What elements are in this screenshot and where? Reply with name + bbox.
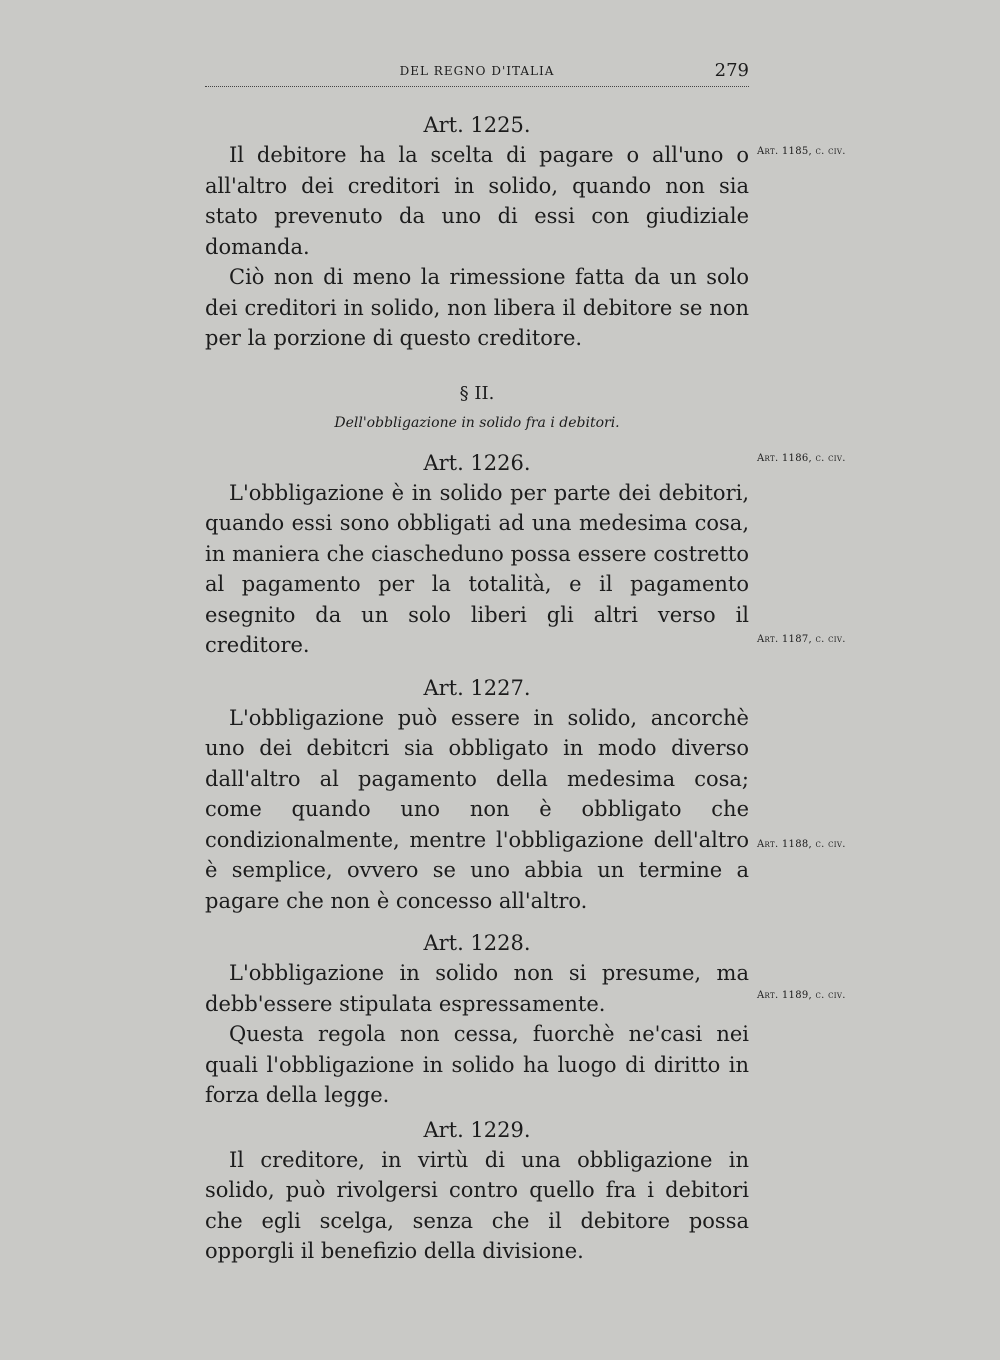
page-header <box>205 62 749 87</box>
margin-note-1229: Art. 1189, c. civ. <box>757 990 846 1001</box>
body-text <box>205 110 749 1267</box>
article-heading: Art. 1227. <box>423 675 531 700</box>
paragraph: Ciò non di meno la rimessione fatta da un solo dei creditori in solido, non libera il debitore se non per la porzione di questo creditore. <box>205 265 749 350</box>
section-title: Dell'obbligazione in solido fra i debitori. <box>334 414 620 431</box>
paragraph: Questa regola non cessa, fuorchè ne'casi nei quali l'obbligazione in solido ha luogo di diritto in forza della legge. <box>205 1022 749 1107</box>
paragraph: L'obbligazione è in solido per parte dei debitori, quando essi sono obbligati ad una medesima cosa, in maniera che ciascheduno possa essere costretto al pagamento per la totalità, e il pagamento esegnito da un solo liberi gli altri verso il creditore. <box>205 480 749 657</box>
paragraph: Il creditore, in virtù di una obbligazione in solido, può rivolgersi contro quello fra i debitori che egli scelga, senza che il debitore possa opporgli il benefizio della divisione. <box>205 1147 749 1263</box>
running-head: DEL REGNO D'ITALIA <box>399 64 555 78</box>
article-heading: Art. 1225. <box>423 113 531 137</box>
paragraph: L'obbligazione in solido non si presume, ma debb'essere stipulata espressamente. <box>205 961 749 1016</box>
paragraph: Il debitore ha la scelta di pagare o all'uno o all'altro dei creditori in solido, quando non sia stato prevenuto da uno di essi con giudiziale domanda. <box>205 143 749 259</box>
page-number: 279 <box>714 60 749 81</box>
margin-note-1227: Art. 1187, c. civ. <box>757 634 846 645</box>
article-heading: Art. 1226. <box>423 450 531 475</box>
margin-note-1228: Art. 1188, c. civ. <box>757 839 846 850</box>
article-heading: Art. 1228. <box>423 931 531 955</box>
section-mark: § II. <box>459 382 495 404</box>
paragraph: L'obbligazione può essere in solido, ancorchè uno dei debitcri sia obbligato in modo diverso dall'altro al pagamento della medesima cosa; come quando uno non è obbligato che condizionalmente, mentre l'obbligazione dell'altro è semplice, ovvero se uno abbia un termine a pagare che non è concesso all'altro. <box>205 705 749 913</box>
margin-note-1225: Art. 1185, c. civ. <box>757 146 846 157</box>
margin-note-1226: Art. 1186, c. civ. <box>757 453 846 464</box>
article-heading: Art. 1229. <box>423 1117 531 1142</box>
